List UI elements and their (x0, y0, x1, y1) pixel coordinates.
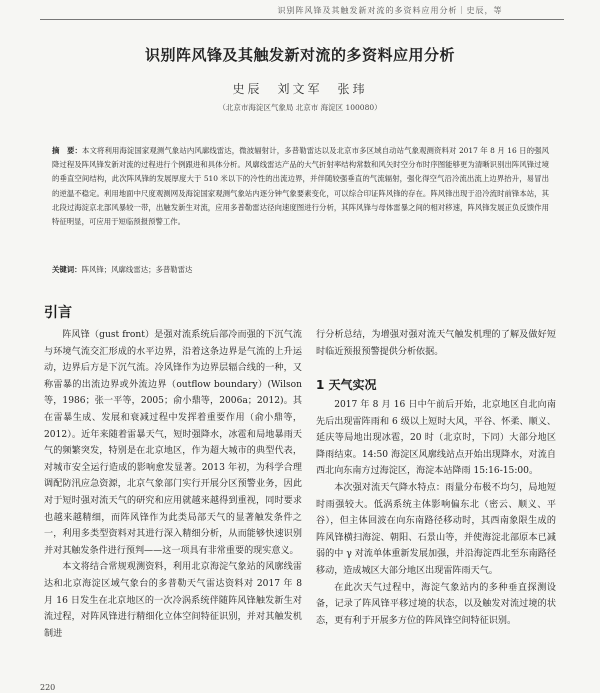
intro-heading: 引言 (44, 305, 72, 321)
keywords-label: 关键词： (52, 265, 82, 274)
right-column-top (316, 327, 556, 360)
abstract (52, 144, 549, 229)
keywords (52, 264, 549, 275)
intro-paragraph: 本文将结合常规观测资料，利用北京海淀气象站的风廓线雷达和北京海淀区域气象台的多普勒天气雷达资料对 2017 年 8 月 16 日发生在北京地区的一次冷涡系统伴随阵风锋触发新生对流过程，对阵风锋进行精细化立体空间特征识别，并对其触发机制进 (44, 562, 302, 639)
intro-paragraph: 阵风锋（gust front）是强对流系统后部冷而强的下沉气流与环境气流交汇形成的水平边界，沿着这条边界是气流的上升运动，边界后方是下沉气流。冷风锋作为边界层辐合线的一种，又称雷暴的出流边界或外流边界（outflow boundary）(Wilson 等，1986；张一平等，2005；俞小鼎等，2006a；2012)。其在雷暴生成、发展和衰减过程中发挥着重要作用（俞小鼎等，2012）。近年来随着雷暴天气，短时强降水，冰雹和局地暴雨天气的频繁突发，特别是在北京地区，作为超大城市的典型代表，对城市安全运行造成的影响愈发显著。2013 年初，为科学合理调配防汛应急资源，北京气象部门实行开展分区预警业务，因此对于短时强对流天气的研究和应用就越来越得到重视，同时要求也越来越精细，而阵风锋作为此类局部天气的显著触发条件之一，利用多类型资料对其进行深入精细分析，从而能够快速识别并对其触发条件进行预判——这一项具有非常重要的现实意义。 (44, 330, 302, 556)
abstract-label: 摘 要： (52, 146, 82, 155)
keywords-text: 阵风锋；风廓线雷达；多普勒雷达 (81, 265, 193, 274)
affiliation: （北京市海淀区气象局 北京市 海淀区 100080） (218, 103, 382, 112)
paper-title: 识别阵风锋及其触发新对流的多资料应用分析 (144, 46, 455, 64)
section-paragraph: 本次强对流天气降水特点：雨量分布极不均匀，局地短时雨强较大。低涡系统主体影响偏东北（密云、顺义、平谷），但主体回波在向东南路径移动时，其西南象限生成的阵风锋横扫海淀、朝阳、石景山等，并使海淀北部原本已减弱的中 γ 对流单体重新发展加强，并沿海淀西北至东南路径移动，造成城区大部分地区出现雷阵雨天气。 (316, 482, 556, 576)
section-paragraph: 2017 年 8 月 16 日中午前后开始，北京地区自北向南先后出现雷阵雨和 6 级以上短时大风，平谷、怀柔、顺义、延庆等局地出现冰雹，20 时（北京时，下同）大部分地区降雨结束。14:50 海淀区风廓线站点开始出现降水，对流自西北向东南方过海淀区，海淀本站降雨 15:16-15:00。 (316, 400, 556, 477)
running-head: 识别阵风锋及其触发新对流的多资料应用分析｜史辰，等 (277, 6, 503, 15)
intro-paragraph-end: 行分析总结，为增强对强对流天气触发机理的了解及做好短时临近预报预警提供分析依据。 (316, 330, 556, 357)
right-column (316, 397, 556, 629)
authors: 史辰 刘文军 张玮 (232, 82, 368, 96)
section-paragraph: 在此次天气过程中，海淀气象站内的多种垂直探测设备，记录了阵风锋平移过境的状态，以及触发对流过境的状态，更有利于开展多方位的阵风锋空间特征识别。 (316, 582, 556, 626)
abstract-text: 本文将利用海淀国家观测气象站内风廓线雷达，微波辐射计，多普勒雷达以及北京市多区域自动站气象观测资料对 2017 年 8 月 16 日的强风降过程及阵风锋发新对流的过程进行个例跟进和具体分析。风廓线雷达产品的大气折射率结构常数和风矢时空分布时序图能够更为清晰识别出阵风锋过境的垂直空间结构，此次阵风锋的发展厚度大于 510 米以下的冷性的出流边界，并伴随较强垂直的气流辐射，强化得空气沿冷流出流上边界抬升，易冒出的逆温不稳定。利用地面中尺度观测网及海淀国家观测气象站内逐分钟气象要素变化，可以综合印证阵风锋的存在。阵风锋出现于沿冷流时前锋本站，其北段过海淀京北部风暴较一带，出触发新生对流，应用多普勒雷达径向速度图进行分析，其阵风锋与母体雷暴之间的相对移速，阵风锋发展正负反馈作用特征明显，可应用于短临预报预警工作。 (52, 146, 549, 227)
left-column (44, 327, 302, 642)
header-rule (40, 19, 564, 20)
page-number: 220 (40, 683, 56, 692)
section-heading: 1 天气实况 (316, 378, 377, 392)
